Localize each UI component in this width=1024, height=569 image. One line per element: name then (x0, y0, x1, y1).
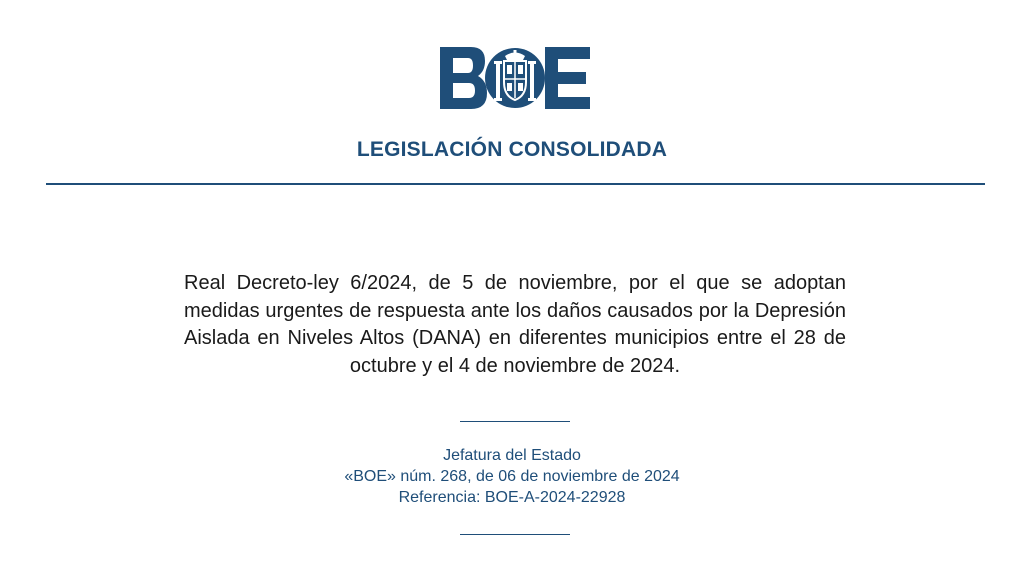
issuer-text: Jefatura del Estado (443, 447, 581, 464)
meta-divider-top (460, 421, 570, 422)
reference-text: Referencia: BOE-A-2024-22928 (398, 489, 626, 506)
meta-divider-bottom (460, 534, 570, 535)
logo-letter-b (440, 47, 487, 109)
publication-text: «BOE» núm. 268, de 06 de noviembre de 2024 (344, 468, 680, 485)
section-heading: LEGISLACIÓN CONSOLIDADA (356, 138, 668, 161)
boe-logo (439, 46, 591, 110)
logo-letter-e (545, 47, 590, 109)
document-title: Real Decreto-ley 6/2024, de 5 de noviembre, por el que se adoptan medidas urgentes de respuesta ante los daños causados por la Depresión Aislada en Niveles Altos (DANA) en diferentes municipios entre el 28 de octubre y el 4 de noviembre de 2024. (184, 272, 846, 377)
header-divider (46, 183, 985, 185)
logo-letter-o (485, 48, 545, 108)
